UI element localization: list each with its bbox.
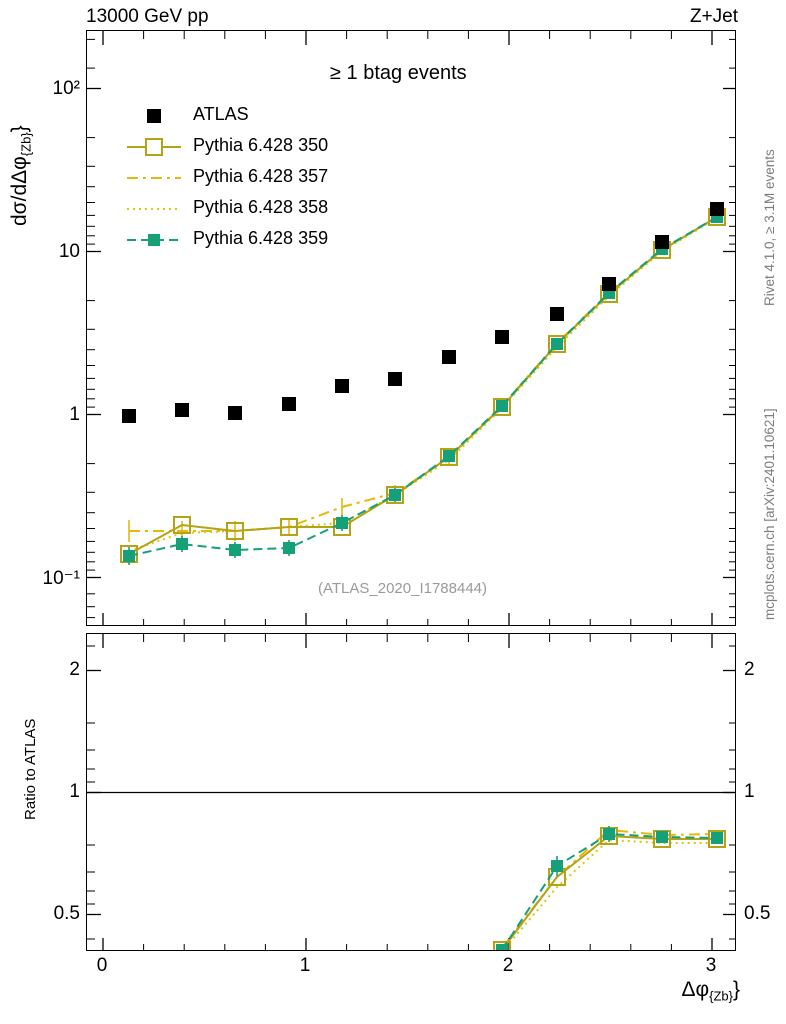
ratio-line-pythia-350: [494, 828, 725, 951]
ratio-plot-panel: [86, 633, 736, 951]
legend-label-pythia-357: Pythia 6.428 357: [193, 166, 329, 186]
ratio-ytick-1-right: 1: [744, 781, 755, 802]
main-plot-panel: [86, 30, 736, 626]
legend-marker-pythia-359: [125, 224, 183, 255]
series-line-pythia-350: [121, 209, 725, 562]
xtick-3: 3: [705, 955, 717, 976]
legend-label-pythia-359: Pythia 6.428 359: [193, 228, 329, 248]
xtick-2: 2: [502, 955, 514, 976]
series-line-pythia-358: [129, 218, 717, 551]
ratio-line-pythia-357: [502, 830, 717, 948]
main-y-axis-title-pre: dσ/dΔφ: [8, 156, 31, 226]
xtick-0: 0: [96, 955, 108, 976]
main-ytick-0p1: 10⁻¹: [42, 568, 80, 589]
series-markers-pythia-359: [123, 211, 723, 562]
main-y-axis-title-post: }: [8, 125, 31, 133]
x-axis-title-pre: Δφ: [681, 978, 710, 1001]
rivet-caption: Rivet 4.1.0, ≥ 3.1M events: [762, 149, 777, 306]
legend-marker-pythia-358: [125, 193, 183, 224]
xtick-1: 1: [299, 955, 311, 976]
legend-marker-pythia-357: [125, 162, 183, 193]
x-axis-title-post: }: [732, 978, 740, 1001]
beam-energy-label: 13000 GeV pp: [86, 6, 209, 27]
ratio-markers-pythia-359: [496, 828, 723, 951]
main-plot-svg: [87, 31, 736, 626]
series-markers-pythia-350: [121, 209, 725, 562]
x-axis-title-sub: {Zb}: [709, 988, 733, 1004]
analysis-id-annotation: (ATLAS_2020_I1788444): [318, 580, 488, 597]
ratio-ytick-2-right: 2: [744, 659, 755, 680]
ratio-ytick-0p5-right: 0.5: [744, 903, 771, 924]
ratio-ytick-0p5-left: 0.5: [53, 903, 80, 924]
series-line-pythia-359: [123, 211, 723, 565]
ratio-ytick-1-left: 1: [69, 781, 80, 802]
main-ytick-10: 10: [58, 241, 80, 262]
ratio-line-pythia-358: [502, 840, 717, 951]
ratio-plot-svg: [87, 634, 736, 951]
series-line-pythia-357: [129, 217, 717, 542]
ratio-ytick-2-left: 2: [69, 659, 80, 680]
legend-label-pythia-350: Pythia 6.428 350: [193, 135, 329, 155]
legend-marker-atlas: [125, 100, 183, 131]
legend-label-pythia-358: Pythia 6.428 358: [193, 197, 329, 217]
ratio-markers-pythia-350: [494, 828, 725, 951]
main-ytick-1: 1: [69, 404, 80, 425]
selection-annotation: ≥ 1 btag events: [330, 62, 467, 84]
main-axis-ticks: [87, 31, 736, 626]
arxiv-caption: mcplots.cern.ch [arXiv:2401.10621]: [762, 408, 777, 620]
main-y-axis-title-sub: {Zb}: [18, 132, 34, 157]
main-ytick-100: 10²: [52, 78, 80, 99]
process-label: Z+Jet: [689, 6, 738, 27]
legend-marker-pythia-350: [125, 131, 183, 162]
x-axis-title: [681, 978, 740, 1004]
legend-label-atlas: ATLAS: [193, 104, 249, 124]
